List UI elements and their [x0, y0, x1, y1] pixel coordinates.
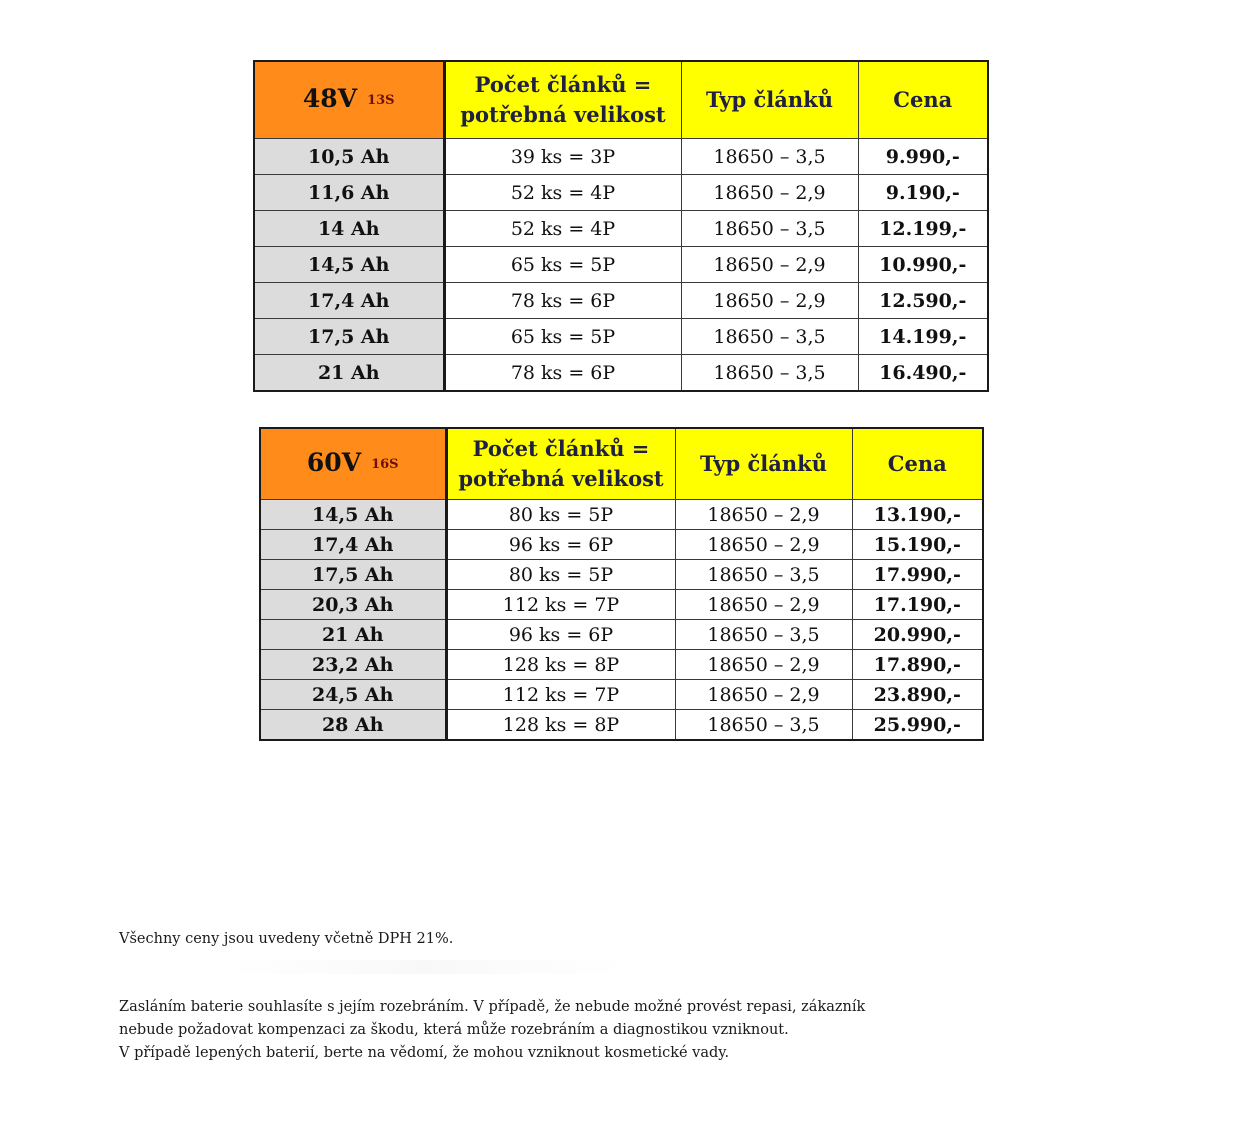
cell-count-cell: 96 ks = 6P: [446, 530, 675, 560]
capacity-cell: 10,5 Ah: [254, 139, 444, 175]
table-header-row: [260, 428, 983, 500]
price-cell: 14.199,-: [858, 319, 988, 355]
cell-type-cell: 18650 – 3,5: [675, 560, 852, 590]
cell-type-header: Typ článků: [681, 61, 858, 139]
capacity-cell: 17,4 Ah: [260, 530, 446, 560]
table-row: [254, 211, 988, 247]
terms-note-line2: nebude požadovat kompenzaci za škodu, která může rozebráním a diagnostikou vzniknout.: [119, 1022, 789, 1038]
terms-note-line1: Zasláním baterie souhlasíte s jejím rozebráním. V případě, že nebude možné provést repasi, zákazník: [119, 999, 866, 1015]
table-row: [254, 175, 988, 211]
price-cell: 9.190,-: [858, 175, 988, 211]
cell-count-cell: 96 ks = 6P: [446, 620, 675, 650]
table-row: [254, 247, 988, 283]
cell-count-cell: 65 ks = 5P: [444, 247, 681, 283]
price-table-48v: [253, 60, 989, 392]
cell-count-cell: 128 ks = 8P: [446, 650, 675, 680]
faint-scan-mark: [225, 960, 625, 974]
table-row: [260, 530, 983, 560]
table-header-row: [254, 61, 988, 139]
price-cell: 23.890,-: [852, 680, 983, 710]
capacity-cell: 14,5 Ah: [254, 247, 444, 283]
capacity-cell: 17,4 Ah: [254, 283, 444, 319]
cell-type-cell: 18650 – 2,9: [675, 590, 852, 620]
table-row: [254, 283, 988, 319]
price-cell: 25.990,-: [852, 710, 983, 741]
capacity-cell: 28 Ah: [260, 710, 446, 741]
cell-type-cell: 18650 – 3,5: [681, 319, 858, 355]
table-row: [260, 680, 983, 710]
price-cell: 15.190,-: [852, 530, 983, 560]
cell-count-cell: 80 ks = 5P: [446, 560, 675, 590]
cell-type-cell: 18650 – 2,9: [675, 680, 852, 710]
cell-type-cell: 18650 – 2,9: [681, 247, 858, 283]
cell-type-cell: 18650 – 3,5: [675, 620, 852, 650]
price-header: Cena: [852, 428, 983, 500]
price-cell: 9.990,-: [858, 139, 988, 175]
capacity-cell: 14 Ah: [254, 211, 444, 247]
cell-count-header-line2: potřebná velikost: [460, 102, 666, 127]
series-label: 13S: [367, 93, 395, 108]
price-cell: 10.990,-: [858, 247, 988, 283]
price-cell: 17.190,-: [852, 590, 983, 620]
cell-count-cell: 80 ks = 5P: [446, 500, 675, 530]
capacity-cell: 21 Ah: [260, 620, 446, 650]
price-cell: 16.490,-: [858, 355, 988, 392]
cell-count-cell: 65 ks = 5P: [444, 319, 681, 355]
price-cell: 12.590,-: [858, 283, 988, 319]
cell-count-header-line2: potřebná velikost: [458, 466, 664, 491]
cell-type-cell: 18650 – 2,9: [675, 650, 852, 680]
table-row: [260, 500, 983, 530]
cell-type-cell: 18650 – 2,9: [681, 175, 858, 211]
cell-count-header-line1: Počet článků =: [474, 72, 652, 97]
price-cell: 20.990,-: [852, 620, 983, 650]
table-row: [260, 560, 983, 590]
table-row: [260, 620, 983, 650]
cell-type-cell: 18650 – 3,5: [681, 211, 858, 247]
capacity-cell: 23,2 Ah: [260, 650, 446, 680]
voltage-label: 48V: [302, 84, 358, 113]
cell-type-cell: 18650 – 2,9: [675, 500, 852, 530]
capacity-cell: 17,5 Ah: [260, 560, 446, 590]
cell-count-header: [444, 61, 681, 139]
cell-count-cell: 52 ks = 4P: [444, 175, 681, 211]
voltage-label: 60V: [306, 448, 362, 477]
cell-count-cell: 112 ks = 7P: [446, 590, 675, 620]
series-label: 16S: [371, 457, 399, 472]
table-row: [254, 355, 988, 392]
terms-note: [119, 996, 865, 1065]
cell-type-cell: 18650 – 2,9: [675, 530, 852, 560]
price-cell: 17.890,-: [852, 650, 983, 680]
price-cell: 13.190,-: [852, 500, 983, 530]
cell-type-cell: 18650 – 2,9: [681, 283, 858, 319]
cell-count-cell: 78 ks = 6P: [444, 283, 681, 319]
cell-type-cell: 18650 – 3,5: [681, 355, 858, 392]
cell-count-cell: 112 ks = 7P: [446, 680, 675, 710]
cell-count-cell: 78 ks = 6P: [444, 355, 681, 392]
cell-count-cell: 52 ks = 4P: [444, 211, 681, 247]
table-row: [260, 650, 983, 680]
voltage-header: [254, 61, 444, 139]
table-row: [254, 139, 988, 175]
cell-count-cell: 128 ks = 8P: [446, 710, 675, 741]
capacity-cell: 24,5 Ah: [260, 680, 446, 710]
cell-type-header: Typ článků: [675, 428, 852, 500]
table-row: [254, 319, 988, 355]
voltage-header: [260, 428, 446, 500]
capacity-cell: 14,5 Ah: [260, 500, 446, 530]
table-row: [260, 590, 983, 620]
cell-type-cell: 18650 – 3,5: [681, 139, 858, 175]
capacity-cell: 17,5 Ah: [254, 319, 444, 355]
cell-count-header: [446, 428, 675, 500]
capacity-cell: 11,6 Ah: [254, 175, 444, 211]
cell-count-header-line1: Počet článků =: [472, 436, 650, 461]
table-row: [260, 710, 983, 741]
price-header: Cena: [858, 61, 988, 139]
capacity-cell: 21 Ah: [254, 355, 444, 392]
capacity-cell: 20,3 Ah: [260, 590, 446, 620]
terms-note-line3: V případě lepených baterií, berte na vědomí, že mohou vzniknout kosmetické vady.: [119, 1045, 730, 1061]
cell-type-cell: 18650 – 3,5: [675, 710, 852, 741]
vat-note: Všechny ceny jsou uvedeny včetně DPH 21%.: [119, 931, 454, 947]
price-cell: 17.990,-: [852, 560, 983, 590]
price-table-60v: [259, 427, 984, 741]
price-cell: 12.199,-: [858, 211, 988, 247]
cell-count-cell: 39 ks = 3P: [444, 139, 681, 175]
